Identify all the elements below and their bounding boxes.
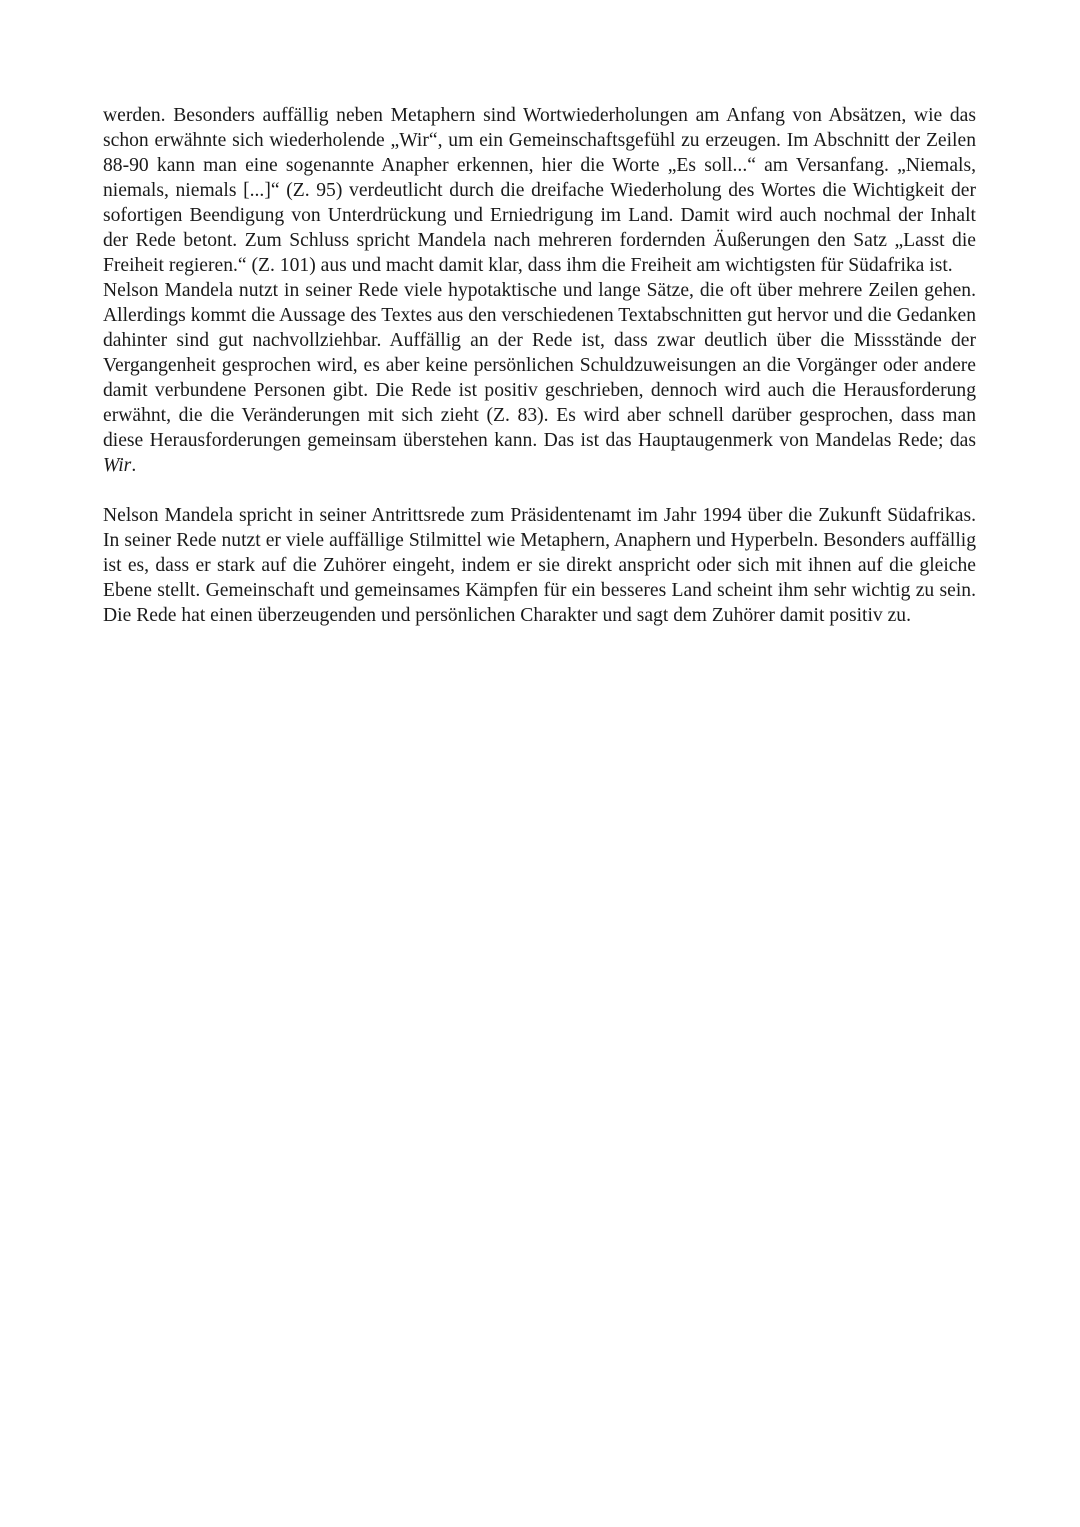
paragraph-fazit: Nelson Mandela spricht in seiner Antrittsrede zum Präsidentenamt im Jahr 1994 über die Zukunft Südafrikas. In seiner Rede nutzt er viele auffällige Stilmittel wie Metaphern, Anaphern und Hyperbeln. Besonders auffällig ist es, dass er stark auf die Zuhörer eingeht, indem er sie direkt anspricht oder sich mit ihnen auf die gleiche Ebene stellt. Gemeinschaft und gemeinsames Kämpfen für ein besseres Land scheint ihm sehr wichtig zu sein. Die Rede hat einen überzeugenden und persönlichen Charakter und sagt dem Zuhörer damit positiv zu. <box>103 505 976 626</box>
paragraph-satzbau-text: Nelson Mandela nutzt in seiner Rede viele hypotaktische und lange Sätze, die oft über mehrere Zeilen gehen. Allerdings kommt die Aussage des Textes aus den verschiedenen Textabschnitten gut hervor und die Gedanken dahinter sind gut nachvollziehbar. Auffällig an der Rede ist, dass zwar deutlich über die Missstände der Vergangenheit gesprochen wird, es aber keine persönlichen Schuldzuweisungen an die Vorgänger oder andere damit verbundene Personen gibt. Die Rede ist positiv geschrieben, dennoch wird auch die Herausforderung erwähnt, die die Veränderungen mit sich zieht (Z. 83). Es wird aber schnell darüber gesprochen, dass man diese Herausforderungen gemeinsam überstehen kann. Das ist das Hauptaugenmerk von Mandelas Rede; das <box>103 280 976 451</box>
paragraph-satzbau-emphasis: Wir <box>103 455 132 476</box>
paragraph-satzbau <box>103 278 976 478</box>
document-body <box>103 103 976 628</box>
paragraph-satzbau-end: . <box>131 455 137 476</box>
paragraph-stilmittel: werden. Besonders auffällig neben Metaphern sind Wortwiederholungen am Anfang von Absätzen, wie das schon erwähnte sich wiederholende „Wir“, um ein Gemeinschaftsgefühl zu erzeugen. Im Abschnitt der Zeilen 88-90 kann man eine sogenannte Anapher erkennen, hier die Worte „Es soll...“ am Versanfang. „Niemals, niemals, niemals [...]“ (Z. 95) verdeutlicht durch die dreifache Wiederholung des Wortes die Wichtigkeit der sofortigen Beendigung von Unterdrückung und Erniedrigung im Land. Damit wird auch nochmal der Inhalt der Rede betont. Zum Schluss spricht Mandela nach mehreren fordernden Äußerungen den Satz „Lasst die Freiheit regieren.“ (Z. 101) aus und macht damit klar, dass ihm die Freiheit am wichtigsten für Südafrika ist. <box>103 105 976 276</box>
